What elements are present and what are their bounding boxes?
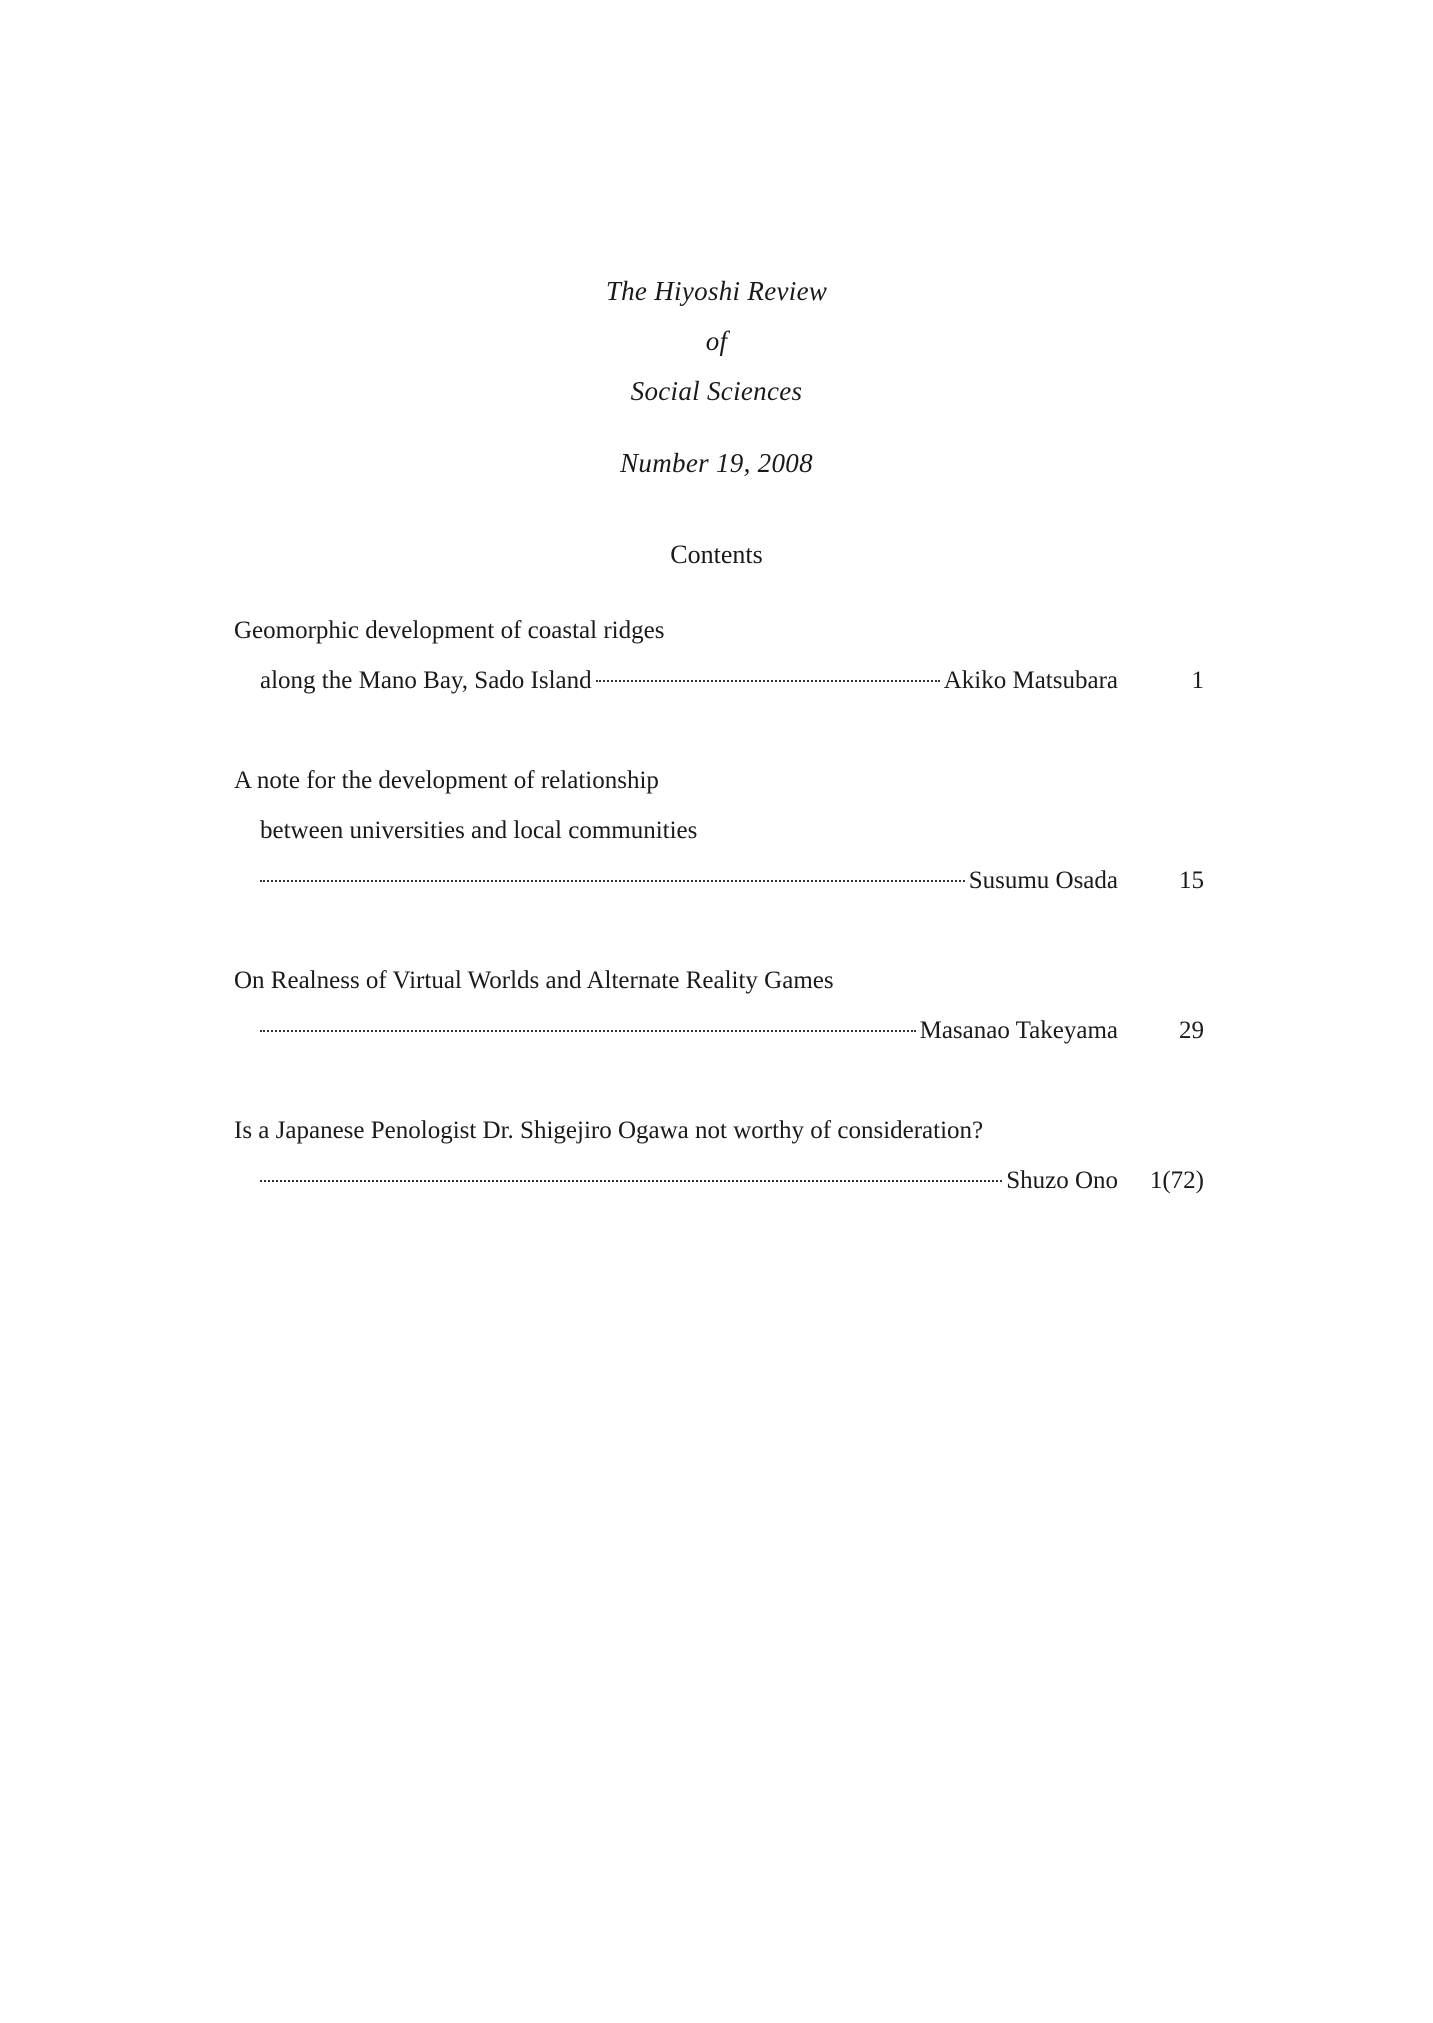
contents-heading: Contents	[670, 540, 763, 569]
table-of-contents	[234, 606, 1204, 1256]
toc-entry[interactable]	[234, 1106, 1204, 1206]
entry-leader-row	[234, 1006, 1204, 1056]
entry-author: Susumu Osada	[968, 867, 1118, 894]
entry-title-continued: between universities and local communities	[260, 817, 698, 844]
entry-page: 1	[1191, 667, 1204, 694]
entry-author: Akiko Matsubara	[943, 667, 1118, 694]
entry-title: Geomorphic development of coastal ridges	[234, 617, 665, 644]
toc-entry[interactable]	[234, 956, 1204, 1056]
issue-number: Number 19, 2008	[620, 448, 813, 478]
entry-page: 1(72)	[1149, 1167, 1204, 1194]
dot-leader	[260, 880, 965, 882]
entry-title: Is a Japanese Penologist Dr. Shigejiro Ogawa not worthy of consideration?	[234, 1117, 984, 1144]
journal-title-of: of	[705, 326, 728, 356]
entry-title-continued: along the Mano Bay, Sado Island	[260, 667, 592, 694]
entry-title: On Realness of Virtual Worlds and Alternate Reality Games	[234, 967, 834, 994]
entry-author: Masanao Takeyama	[919, 1017, 1118, 1044]
journal-title-block	[0, 266, 1433, 488]
entry-leader-row	[234, 656, 1204, 706]
dot-leader	[596, 680, 940, 682]
entry-author: Shuzo Ono	[1006, 1167, 1118, 1194]
entry-leader-row	[234, 856, 1204, 906]
entry-leader-row	[234, 1156, 1204, 1206]
entry-title: A note for the development of relationship	[234, 767, 659, 794]
entry-page: 15	[1179, 867, 1204, 894]
dot-leader	[260, 1180, 1002, 1182]
toc-entry[interactable]	[234, 756, 1204, 906]
dot-leader	[260, 1030, 916, 1032]
entry-page: 29	[1179, 1017, 1204, 1044]
journal-subtitle: Social Sciences	[630, 376, 803, 406]
journal-title: The Hiyoshi Review	[605, 276, 828, 306]
toc-entry[interactable]	[234, 606, 1204, 706]
